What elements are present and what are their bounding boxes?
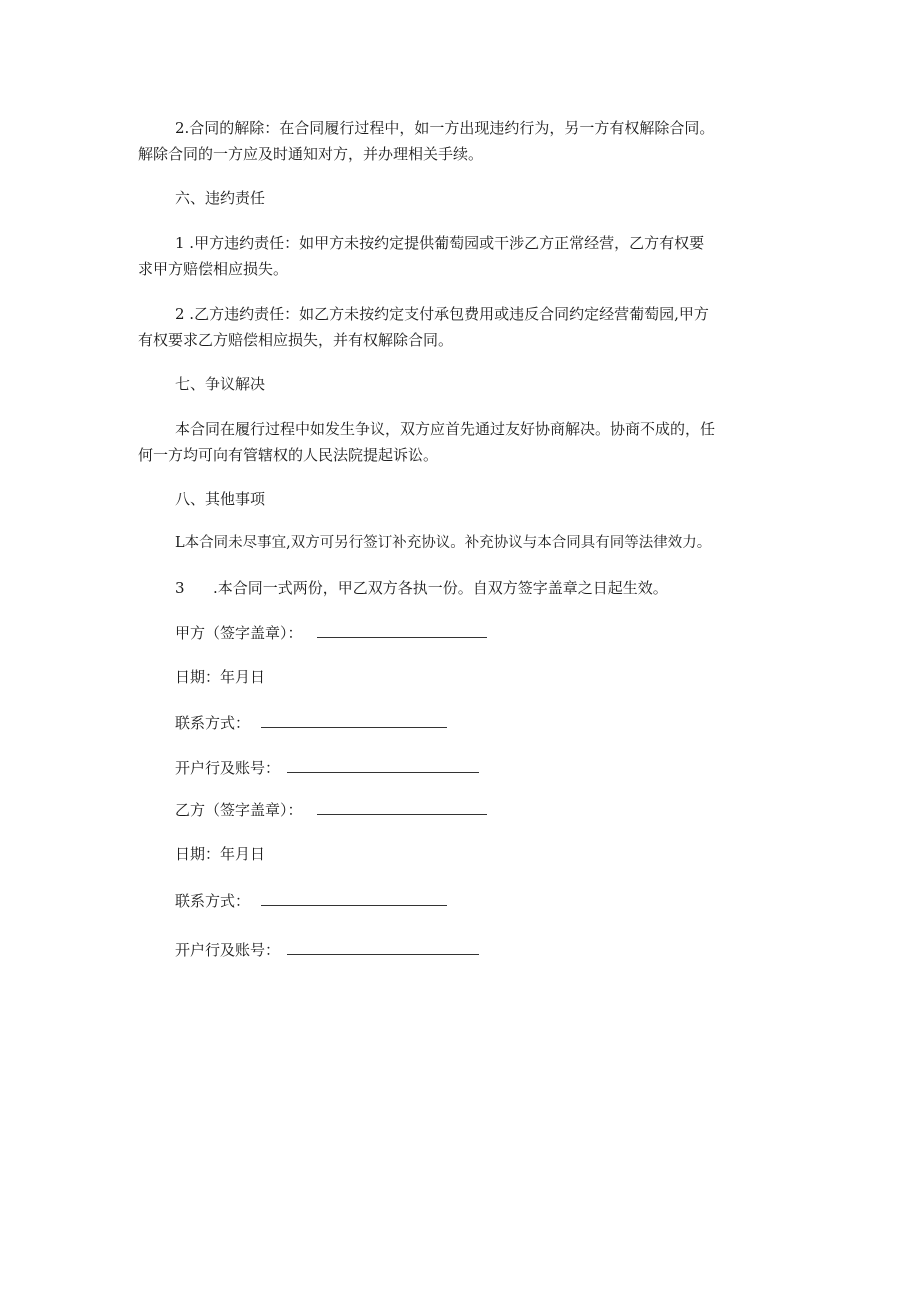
party-b-bank-blank[interactable] — [287, 940, 479, 955]
party-b-date: 日期：年月日 — [175, 845, 266, 863]
section6-item1-line1: 1 .甲方违约责任：如甲方未按约定提供葡萄园或干涉乙方正常经营，乙方有权要 — [175, 234, 705, 252]
party-b-contact-label: 联系方式： — [175, 892, 251, 910]
party-a-bank-row — [175, 758, 479, 778]
party-b-sign-blank[interactable] — [317, 800, 487, 815]
section8-item3-text: .本合同一式两份，甲乙双方各执一份。自双方签字盖章之日起生效。 — [213, 579, 668, 597]
section6-item1-line2: 求甲方赔偿相应损失。 — [138, 260, 289, 278]
party-a-sign-blank[interactable] — [317, 623, 487, 638]
party-b-contact-blank[interactable] — [261, 891, 447, 906]
party-a-bank-blank[interactable] — [287, 758, 479, 773]
party-a-contact-label: 联系方式： — [175, 714, 251, 732]
party-a-contact-row — [175, 713, 447, 733]
party-b-sign-label: 乙方（签字盖章）： — [175, 801, 303, 819]
party-a-bank-label: 开户行及账号： — [175, 759, 281, 777]
party-b-bank-row — [175, 940, 479, 960]
section8-heading: 八、其他事项 — [175, 490, 266, 508]
party-a-sign-row — [175, 623, 487, 643]
party-a-sign-label: 甲方（签字盖章）： — [175, 624, 303, 642]
party-a-contact-blank[interactable] — [261, 713, 447, 728]
section7-heading: 七、争议解决 — [175, 375, 266, 393]
section5-item2-line2: 解除合同的一方应及时通知对方，并办理相关手续。 — [138, 145, 484, 163]
section6-item2-line2: 有权要求乙方赔偿相应损失，并有权解除合同。 — [138, 331, 454, 349]
party-b-contact-row — [175, 891, 447, 911]
party-b-sign-row — [175, 800, 487, 820]
section8-item1: L本合同未尽事宜,双方可另行签订补充协议。补充协议与本合同具有同等法律效力。 — [175, 535, 712, 551]
section7-para-line2: 何一方均可向有管辖权的人民法院提起诉讼。 — [138, 446, 439, 464]
party-b-bank-label: 开户行及账号： — [175, 941, 281, 959]
section8-item3-number: 3 — [175, 579, 185, 597]
section6-heading: 六、违约责任 — [175, 189, 266, 207]
section8-item3 — [175, 578, 668, 598]
party-a-date: 日期：年月日 — [175, 668, 266, 686]
section7-para-line1: 本合同在履行过程中如发生争议，双方应首先通过友好协商解决。协商不成的，任 — [175, 420, 716, 438]
section5-item2-line1: 2.合同的解除：在合同履行过程中，如一方出现违约行为，另一方有权解除合同。 — [175, 119, 715, 137]
section6-item2-line1: 2 .乙方违约责任：如乙方未按约定支付承包费用或违反合同约定经营葡萄园,甲方 — [175, 305, 709, 323]
